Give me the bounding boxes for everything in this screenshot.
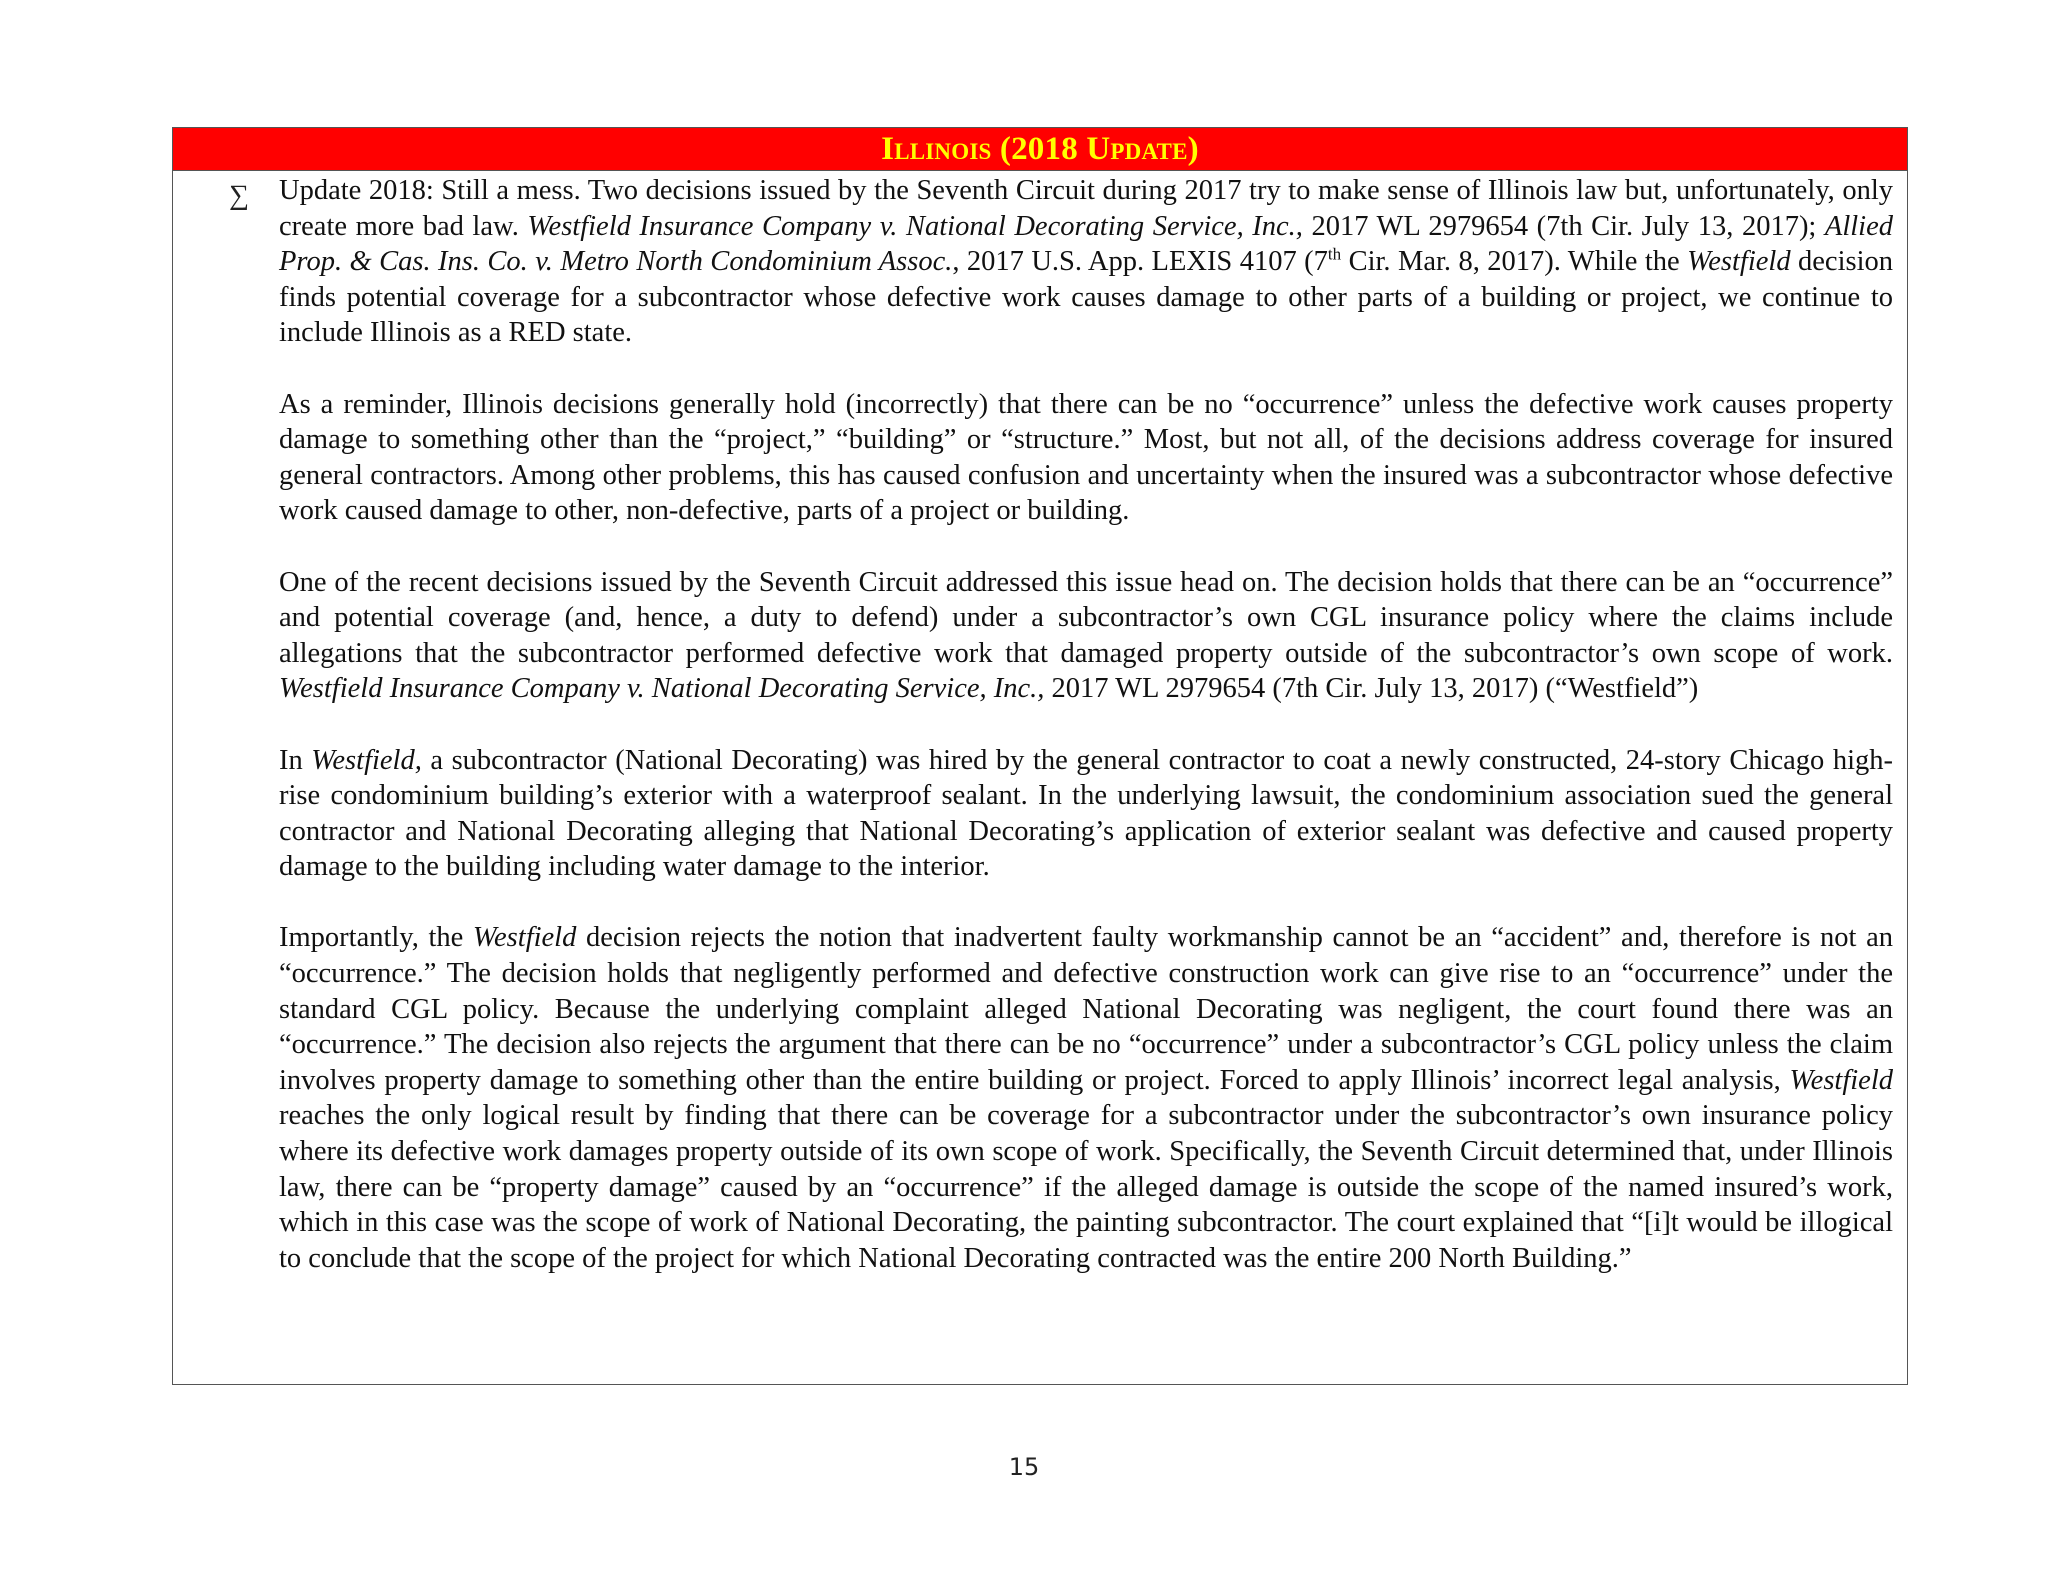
paragraph-text: In xyxy=(279,744,312,776)
paragraph-text: 2017 WL 2979654 (7th Cir. July 13, 2017); xyxy=(1302,210,1825,242)
paragraph xyxy=(279,565,1893,707)
case-citation-italic: Westfield xyxy=(1687,246,1791,278)
section-box xyxy=(172,127,1908,1385)
case-citation-italic: Westfield Insurance Company v. National Decorating Service, Inc., xyxy=(527,210,1303,242)
superscript-text: th xyxy=(1327,244,1342,264)
paragraph-list xyxy=(279,173,1893,1276)
page-number: 15 xyxy=(1008,1453,1040,1481)
case-citation-italic: Westfield, xyxy=(311,744,422,776)
case-citation-italic: Westfield xyxy=(1789,1064,1893,1096)
paragraph xyxy=(279,387,1893,529)
section-header xyxy=(173,128,1907,171)
paragraph-text: a subcontractor (National Decorating) was hired by the general contractor to coat a newly constructed, 24-story Chicago high-rise condominium building’s exterior with a waterproof sealant. In the underlying lawsuit, the condominium association sued the general contractor and National Decorating alleging that National Decorating’s application of exterior sealant was defective and caused property damage to the building including water damage to the interior. xyxy=(279,744,1893,883)
paragraph xyxy=(279,920,1893,1276)
paragraph-text: Importantly, the xyxy=(279,922,473,954)
paragraph-text: One of the recent decisions issued by the Seventh Circuit addressed this issue head on. The decision holds that there can be an “occurrence” and potential coverage (and, hence, a duty to defend) under a subcontractor’s own CGL insurance policy where the claims include allegations that the subcontractor performed defective work that damaged property outside of the subcontractor’s own scope of work. xyxy=(279,566,1893,669)
paragraph-text: As a reminder, Illinois decisions generally hold (incorrectly) that there can be no “occurrence” unless the defective work causes property damage to something other than the “project,” “building” or “structure.” Most, but not all, of the decisions address coverage for insured general contractors. Among other problems, this has caused confusion and uncertainty when the insured was a subcontractor whose defective work caused damage to other, non-defective, parts of a project or building. xyxy=(279,388,1893,527)
case-citation-italic: Allied Prop. & Cas. Ins. Co. v. Metro North Condominium Assoc. xyxy=(279,210,1893,278)
bullet-icon: ∑ xyxy=(229,180,249,211)
paragraph-text: decision rejects the notion that inadvertent faulty workmanship cannot be an “accident” and, therefore is not an “occurrence.” The decision holds that negligently performed and defective construction work can give rise to an “occurrence” under the standard CGL policy. Because the underlying complaint alleged National Decorating was negligent, the court found there was an “occurrence.” The decision also rejects the argument that there can be no “occurrence” under a subcontractor’s CGL policy unless the claim involves property damage to something other than the entire building or project. Forced to apply Illinois’ incorrect legal analysis, xyxy=(279,922,1893,1096)
case-citation-italic: Westfield xyxy=(472,922,577,954)
paragraph-text: reaches the only logical result by finding that there can be coverage for a subcontractor under the subcontractor’s own insurance policy where its defective work damages property outside of its own scope of work. Specifically, the Seventh Circuit determined that, under Illinois law, there can be “property damage” caused by an “occurrence” if the alleged damage is outside the scope of the named insured’s work, which in this case was the scope of work of National Decorating, the painting subcontractor. The court explained that “[i]t would be illogical to conclude that the scope of the project for which National Decorating contracted was the entire 200 North Building.” xyxy=(279,1100,1893,1274)
paragraph xyxy=(279,743,1893,885)
paragraph xyxy=(279,173,1893,351)
paragraph-text: Cir. Mar. 8, 2017). While the xyxy=(1341,246,1688,278)
paragraph-text: , 2017 U.S. App. LEXIS 4107 (7 xyxy=(952,246,1328,278)
paragraph-text: Update 2018: Still a mess. Two decisions issued by the Seventh Circuit during 2017 try to make sense of Illinois law but, unfortunately, only create more bad law. xyxy=(279,175,1893,242)
case-citation-italic: Westfield Insurance Company v. National Decorating Service, Inc., xyxy=(279,673,1045,705)
paragraph-text: decision finds potential coverage for a subcontractor whose defective work causes damage to other parts of a building or project, we continue to include Illinois as a RED state. xyxy=(279,246,1893,349)
section-title: Illinois (2018 Update) xyxy=(881,131,1199,167)
paragraph-text: 2017 WL 2979654 (7th Cir. July 13, 2017) (“Westfield”) xyxy=(1044,673,1699,705)
